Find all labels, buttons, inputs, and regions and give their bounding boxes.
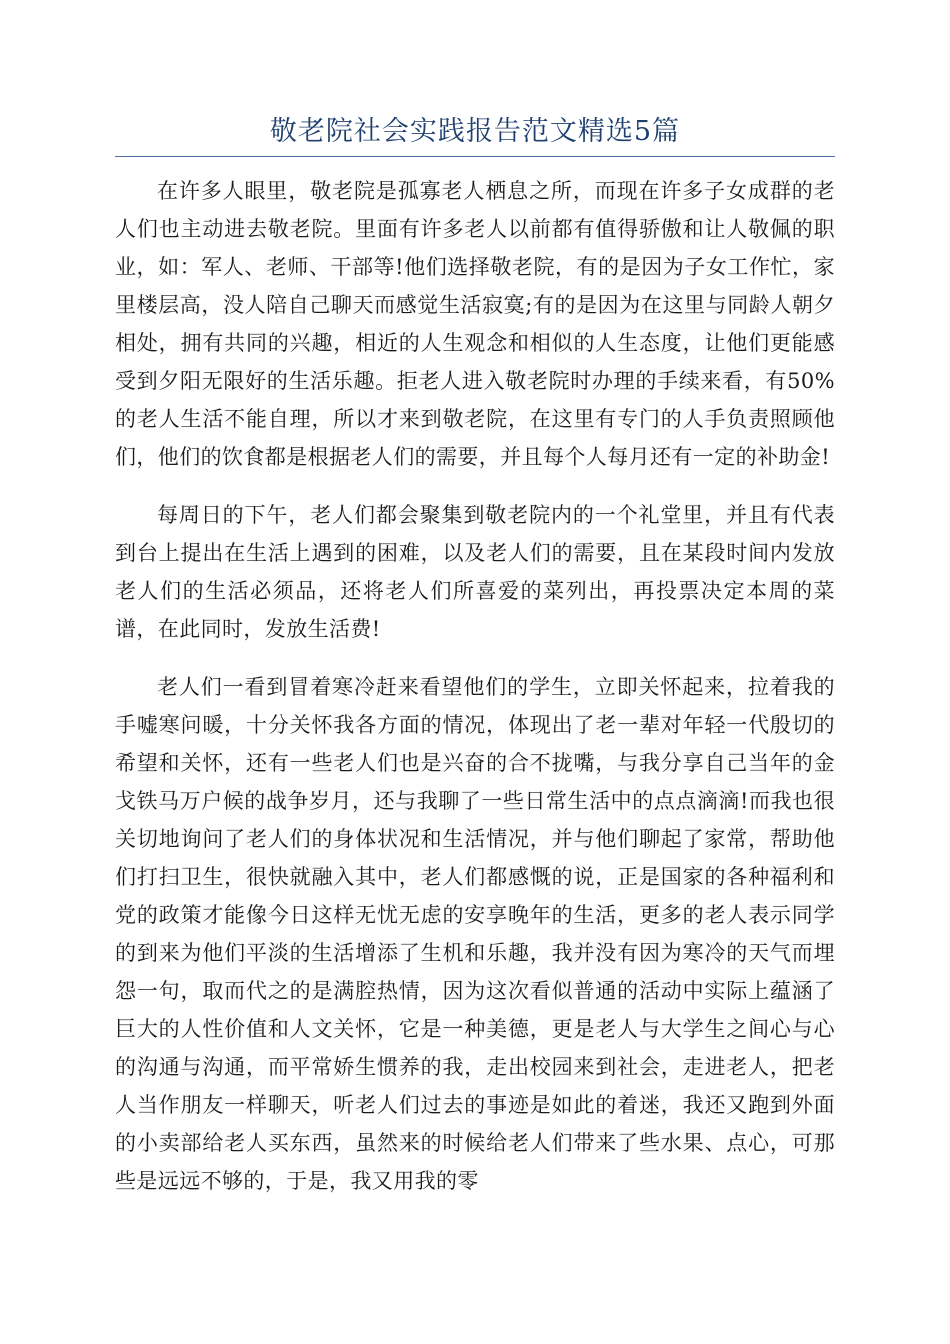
document-title: 敬老院社会实践报告范文精选5篇 (269, 116, 681, 147)
paragraph-2: 每周日的下午，老人们都会聚集到敬老院内的一个礼堂里，并且有代表到台上提出在生活上遇到的困难，以及老人们的需要，且在某段时间内发放老人们的生活必须品，还将老人们所喜爱的菜列出，再投票决定本周的菜谱，在此同时，发放生活费! (115, 503, 835, 641)
paragraph-1: 在许多人眼里，敬老院是孤寡老人栖息之所，而现在许多子女成群的老人们也主动进去敬老院。里面有许多老人以前都有值得骄傲和让人敬佩的职业，如：军人、老师、干部等!他们选择敬老院，有的是因为子女工作忙，家里楼层高，没人陪自己聊天而感觉生活寂寞;有的是因为在这里与同龄人朝夕相处，拥有共同的兴趣，相近的人生观念和相似的人生态度，让他们更能感受到夕阳无限好的生活乐趣。拒老人进入敬老院时办理的手续来看，有50%的老人生活不能自理，所以才来到敬老院，在这里有专门的人手负责照顾他们，他们的饮食都是根据老人们的需要，并且每个人每月还有一定的补助金! (115, 179, 835, 469)
paragraph-3: 老人们一看到冒着寒冷赶来看望他们的学生，立即关怀起来，拉着我的手嘘寒问暖，十分关怀我各方面的情况，体现出了老一辈对年轻一代殷切的希望和关怀，还有一些老人们也是兴奋的合不拢嘴，与我分享自己当年的金戈铁马万户候的战争岁月，还与我聊了一些日常生活中的点点滴滴!而我也很关切地询问了老人们的身体状况和生活情况，并与他们聊起了家常，帮助他们打扫卫生，很快就融入其中，老人们都感慨的说，正是国家的各种福利和党的政策才能像今日这样无忧无虑的安享晚年的生活，更多的老人表示同学的到来为他们平淡的生活增添了生机和乐趣，我并没有因为寒冷的天气而埋怨一句，取而代之的是满腔热情，因为这次看似普通的活动中实际上蕴涵了巨大的人性价值和人文关怀，它是一种美德，更是老人与大学生之间心与心的沟通与沟通，而平常娇生惯养的我，走出校园来到社会，走进老人，把老人当作朋友一样聊天，听老人们过去的事迹是如此的着迷，我还又跑到外面的小卖部给老人买东西，虽然来的时候给老人们带来了些水果、点心，可那些是远远不够的，于是，我又用我的零 (115, 675, 835, 1193)
title-block (115, 108, 835, 157)
document-body (115, 172, 835, 1220)
